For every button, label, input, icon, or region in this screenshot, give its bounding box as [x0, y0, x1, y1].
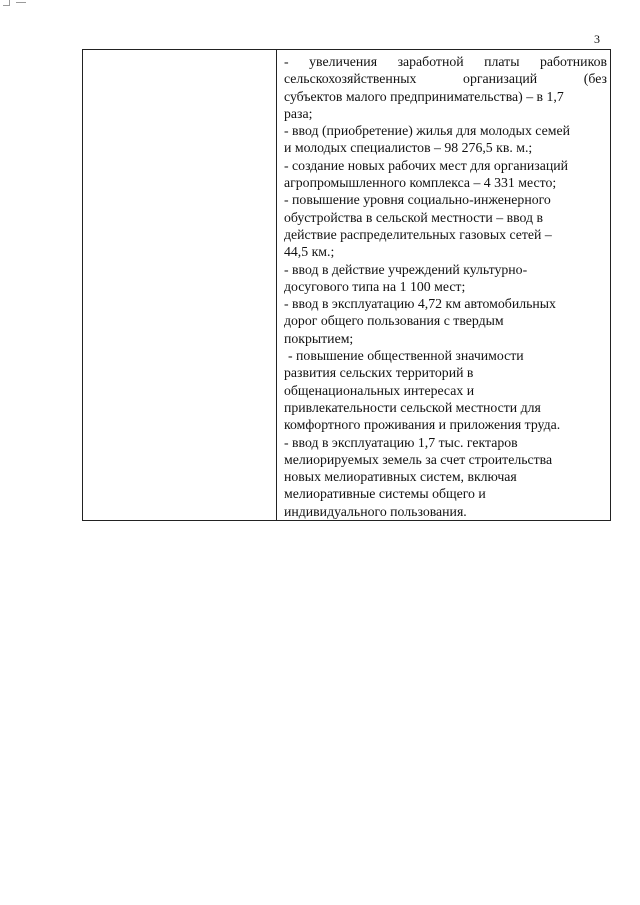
text-line: новых мелиоративных систем, включая: [284, 469, 517, 485]
list-item: [284, 157, 607, 192]
text-line: раза;: [284, 105, 313, 121]
text-line: обустройства в сельской местности – ввод в: [284, 209, 543, 225]
text-line: покрытием;: [284, 330, 354, 346]
text-line: индивидуального пользования.: [284, 503, 467, 519]
text-line: - ввод в эксплуатацию 1,7 тыс. гектаров: [284, 434, 518, 450]
table-left-cell: [83, 50, 277, 520]
text-line: досугового типа на 1 100 мест;: [284, 278, 466, 294]
list-item: [284, 347, 607, 433]
text-line: 44,5 км.;: [284, 244, 335, 260]
text-line: развития сельских территорий в: [284, 365, 474, 381]
scan-corner-mark: [0, 0, 30, 8]
table-right-cell: [277, 50, 610, 520]
text-line: дорог общего пользования с твердым: [284, 313, 504, 329]
page-number: 3: [594, 32, 600, 46]
text-line: - повышение общественной значимости: [288, 348, 524, 364]
text-line: комфортного проживания и приложения труда.: [284, 417, 561, 433]
text-line: действие распределительных газовых сетей –: [284, 226, 552, 242]
measures-table: [82, 49, 611, 521]
text-line: - повышение уровня социально-инженерного: [284, 192, 551, 208]
list-item: [284, 295, 607, 347]
text-line: сельскохозяйственных организаций (без: [284, 71, 607, 87]
list-item: [284, 261, 607, 296]
text-line: - ввод в эксплуатацию 4,72 км автомобильных: [284, 296, 556, 312]
text-line: - ввод (приобретение) жилья для молодых семей: [284, 123, 570, 139]
text-line: субъектов малого предпринимательства) – в 1,7: [284, 88, 564, 104]
list-item: [284, 191, 607, 260]
text-line: - ввод в действие учреждений культурно-: [284, 261, 528, 277]
text-line: и молодых специалистов – 98 276,5 кв. м.;: [284, 140, 533, 156]
list-item: [284, 53, 607, 122]
text-line: агропромышленного комплекса – 4 331 место;: [284, 175, 557, 191]
text-line: мелиорируемых земель за счет строительства: [284, 451, 553, 467]
text-line: привлекательности сельской местности для: [284, 399, 541, 415]
text-line: - создание новых рабочих мест для организаций: [284, 157, 568, 173]
text-line: мелиоративные системы общего и: [284, 486, 486, 502]
text-line: - увеличения заработной платы работников: [284, 54, 607, 69]
list-item: [284, 122, 607, 157]
text-line: общенациональных интересах и: [284, 382, 475, 398]
list-item: [284, 434, 607, 520]
